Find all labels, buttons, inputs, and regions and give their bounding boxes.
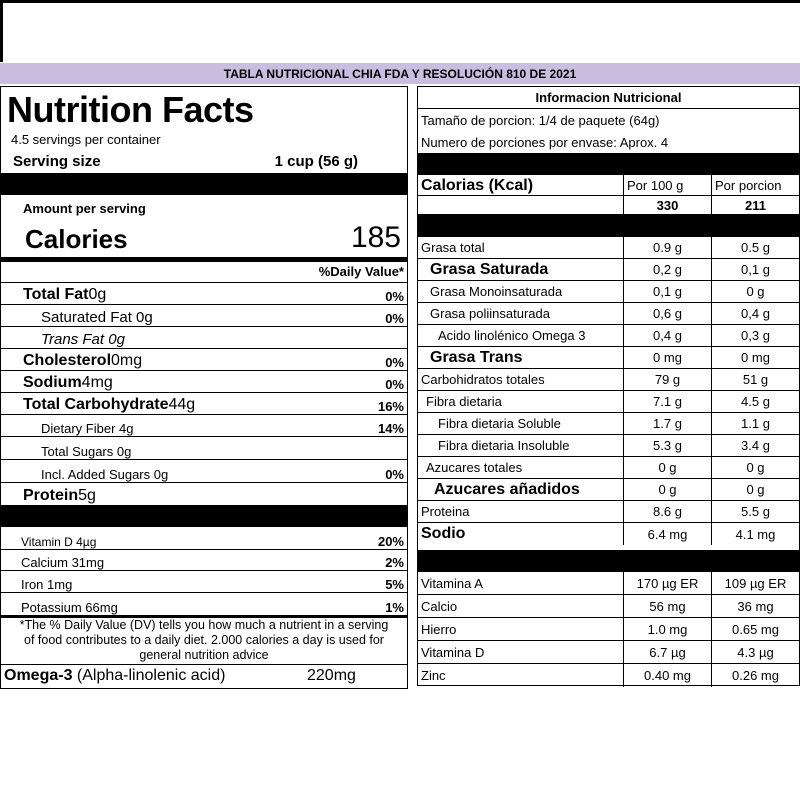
es-thick-divider (418, 153, 799, 175)
es-calories-values (418, 195, 799, 215)
footnote-line-2: of food contributes to a daily diet. 2.000 calories a day is used for (24, 633, 384, 647)
vitamin-name: Vitamin D 4µg (21, 535, 97, 549)
es-value-portion: 0 g (711, 457, 799, 478)
us-vitamin-row (1, 528, 407, 550)
daily-value-header: %Daily Value* (318, 264, 404, 279)
es-nutrient-row (418, 303, 799, 325)
es-thick-divider-2 (418, 215, 799, 237)
es-value-portion: 0,1 g (711, 259, 799, 280)
vitamin-name: Iron 1mg (21, 577, 73, 592)
es-value-portion: 0 g (711, 281, 799, 302)
vitamin-dv: 1% (385, 600, 404, 615)
left-border (0, 0, 3, 62)
nutrient-name (1, 467, 168, 482)
nutrient-dv: 0% (385, 355, 404, 370)
es-value-portion: 5.5 g (711, 501, 799, 522)
nutrient-amount: 4mg (81, 374, 113, 391)
es-value-100g: 6.4 mg (623, 523, 711, 545)
serving-size-label: Serving size (13, 153, 101, 170)
es-nutrient-row (418, 325, 799, 347)
nutrient-label: Saturated Fat 0g (41, 309, 153, 326)
es-vitamin-100g: 170 µg ER (623, 572, 711, 594)
es-nutrient-row (418, 391, 799, 413)
es-vitamin-row (418, 641, 799, 664)
es-col-100g: Por 100 g (623, 175, 711, 195)
us-nutrient-row (1, 461, 407, 483)
nutrient-amount: 0g (88, 286, 107, 303)
medium-divider (1, 257, 407, 262)
nutrient-amount: 44g (168, 396, 196, 413)
serving-size-value: 1 cup (56 g) (274, 153, 358, 170)
es-vitamin-row (418, 572, 799, 595)
es-vitamin-name: Vitamina A (421, 575, 483, 591)
es-vitamin-row (418, 595, 799, 618)
footnote (1, 618, 407, 663)
us-nutrient-row (1, 349, 407, 371)
es-value-portion: 0,3 g (711, 325, 799, 346)
rule (1, 664, 407, 665)
es-nutrient-name: Grasa Trans (430, 348, 523, 366)
es-vitamin-name: Hierro (421, 621, 457, 637)
es-vitamin-100g: 1.0 mg (623, 618, 711, 640)
es-thick-divider-3 (418, 550, 799, 572)
footnote-line-1: *The % Daily Value (DV) tells you how much a nutrient in a serving (19, 618, 389, 632)
es-value-portion: 3.4 g (711, 435, 799, 456)
es-nutrient-row (418, 347, 799, 369)
es-value-portion: 0.5 g (711, 237, 799, 258)
nutrient-label: Cholesterol (23, 352, 112, 369)
es-vitamin-row (418, 664, 799, 687)
nutrient-label: Incl. Added Sugars 0g (41, 467, 169, 482)
es-nutrient-name: Azucares añadidos (434, 480, 580, 498)
nutrient-label: Total Fat (23, 286, 89, 303)
nutrient-dv: 0% (385, 467, 404, 482)
es-vitamin-name: Vitamina D (421, 644, 485, 660)
nutrient-name (1, 396, 195, 414)
thick-divider (1, 173, 407, 195)
thick-divider-2 (1, 505, 407, 527)
nutrient-name (1, 374, 113, 392)
vitamin-dv: 5% (385, 577, 404, 592)
nutrient-name (1, 444, 131, 459)
es-nutrient-row (418, 413, 799, 435)
vitamin-dv: 2% (385, 555, 404, 570)
vitamin-dv: 20% (377, 534, 404, 549)
es-vitamin-portion: 0.65 mg (711, 618, 799, 640)
nutrient-name (1, 487, 96, 505)
banner-title: TABLA NUTRICIONAL CHIA FDA Y RESOLUCIÓN 810 DE 2021 (223, 66, 577, 81)
nutrient-dv: 0% (385, 311, 404, 326)
nutrient-dv: 14% (377, 421, 404, 436)
us-vitamin-row (1, 549, 407, 571)
nutrient-dv: 0% (385, 377, 404, 392)
es-value-portion: 0 g (711, 479, 799, 500)
es-cal-portion: 211 (711, 196, 799, 214)
calories-row (25, 221, 401, 255)
es-nutrient-name: Acido linolénico Omega 3 (438, 328, 586, 343)
es-nutrient-name: Grasa poliinsaturada (430, 306, 550, 321)
nutrient-name (1, 421, 133, 436)
omega-row (4, 667, 410, 685)
vitamin-name: Potassium 66mg (21, 600, 118, 615)
es-nutrient-row (418, 281, 799, 303)
top-border (0, 0, 800, 3)
us-nutrient-row (1, 305, 407, 327)
es-nutrient-name: Azucares totales (426, 460, 523, 475)
es-value-100g: 7.1 g (623, 391, 711, 412)
es-vitamin-portion: 36 mg (711, 595, 799, 617)
us-nutrient-row (1, 438, 407, 460)
nutrient-label: Dietary Fiber 4g (41, 421, 134, 436)
es-nutrient-name: Fibra dietaria Soluble (438, 416, 561, 431)
us-nutrient-row (1, 415, 407, 437)
es-nutrient-row (418, 259, 799, 281)
es-value-portion: 0,4 g (711, 303, 799, 324)
es-vitamin-100g: 56 mg (623, 595, 711, 617)
us-nutrient-row (1, 483, 407, 505)
es-nutrient-row (418, 457, 799, 479)
nutrient-label: Total Carbohydrate (23, 396, 169, 413)
es-vitamin-name: Zinc (421, 668, 446, 683)
es-nutrient-name: Fibra dietaria Insoluble (438, 438, 570, 453)
es-value-100g: 1.7 g (623, 413, 711, 434)
nutrient-name (1, 286, 106, 304)
es-value-100g: 0 mg (623, 347, 711, 368)
es-nutrient-row (418, 501, 799, 523)
es-value-100g: 8.6 g (623, 501, 711, 522)
es-value-100g: 0 g (623, 457, 711, 478)
es-servings: Numero de porciones por envase: Aprox. 4 (421, 134, 669, 150)
calories-label: Calories (25, 224, 128, 254)
es-vitamin-portion: 109 µg ER (711, 572, 799, 594)
amount-per-serving: Amount per serving (23, 201, 146, 216)
nutrient-label: Total Sugars 0g (41, 444, 132, 459)
es-nutrient-name: Fibra dietaria (426, 394, 502, 409)
us-vitamin-row (1, 593, 407, 615)
es-calories-header (418, 175, 799, 195)
omega-detail: (Alpha-linolenic acid) (76, 667, 226, 684)
es-nutrient-name: Carbohidratos totales (421, 372, 545, 387)
es-vitamin-row (418, 618, 799, 641)
nutrient-label: Protein (23, 487, 79, 504)
es-vitamin-100g: 6.7 µg (623, 641, 711, 663)
es-nutrient-row (418, 523, 799, 545)
es-vitamin-portion: 0.26 mg (711, 664, 799, 687)
nutrient-name (1, 352, 142, 370)
us-nutrient-row (1, 393, 407, 415)
es-value-100g: 0 g (623, 479, 711, 500)
es-nutrient-name: Proteina (421, 504, 470, 519)
es-nutrient-name: Sodio (421, 525, 466, 542)
es-nutrient-name: Grasa Monoinsaturada (430, 284, 563, 299)
us-nutrition-facts-panel (0, 86, 408, 689)
es-value-portion: 0 mg (711, 347, 799, 368)
nutrient-name (1, 331, 125, 348)
es-nutrient-name: Grasa Saturada (430, 260, 549, 278)
es-nutrient-name: Grasa total (421, 240, 485, 255)
us-vitamin-row (1, 571, 407, 593)
nutrient-label: Sodium (23, 374, 82, 391)
us-nutrient-row (1, 283, 407, 305)
table-banner (0, 63, 800, 84)
calories-value: 185 (350, 221, 401, 254)
us-nutrient-row (1, 371, 407, 393)
es-value-portion: 51 g (711, 369, 799, 390)
es-vitamin-name: Calcio (421, 598, 458, 614)
es-value-100g: 0,2 g (623, 259, 711, 280)
nutrient-dv: 0% (385, 289, 404, 304)
es-value-portion: 4.5 g (711, 391, 799, 412)
serving-size-row (13, 153, 358, 170)
es-title: Informacion Nutricional (418, 87, 799, 109)
nutrient-label: Trans Fat 0g (41, 331, 125, 348)
nutrient-name (1, 309, 153, 326)
nutrient-amount: 0mg (111, 352, 143, 369)
es-nutrient-row (418, 435, 799, 457)
es-nutrient-row (418, 369, 799, 391)
es-value-100g: 0,6 g (623, 303, 711, 324)
es-value-100g: 0.9 g (623, 237, 711, 258)
vitamin-name: Calcium 31mg (21, 555, 105, 570)
omega-value: 220mg (307, 667, 356, 684)
es-vitamin-100g: 0.40 mg (623, 664, 711, 687)
es-calories-empty (418, 196, 623, 214)
omega-label: Omega-3 (4, 667, 73, 684)
es-value-100g: 0,4 g (623, 325, 711, 346)
es-nutrition-panel (417, 86, 800, 686)
es-vitamin-portion: 4.3 µg (711, 641, 799, 663)
servings-per-container: 4.5 servings per container (11, 132, 161, 147)
es-value-portion: 4.1 mg (711, 523, 799, 545)
es-value-100g: 79 g (623, 369, 711, 390)
es-nutrient-row (418, 237, 799, 259)
es-value-100g: 0,1 g (623, 281, 711, 302)
footnote-line-3: general nutrition advice (139, 648, 269, 662)
es-cal-100g: 330 (623, 196, 711, 214)
es-col-portion: Por porcion (711, 175, 799, 195)
es-serving-size: Tamaño de porcion: 1/4 de paquete (64g) (421, 112, 660, 128)
es-value-100g: 5.3 g (623, 435, 711, 456)
nutrient-dv: 16% (377, 399, 404, 414)
es-value-portion: 1.1 g (711, 413, 799, 434)
us-nutrient-row (1, 327, 407, 349)
nutrient-amount: 5g (78, 487, 96, 504)
es-calories-label: Calorias (Kcal) (421, 177, 534, 194)
nutrition-facts-title: Nutrition Facts (7, 89, 254, 130)
es-nutrient-row (418, 479, 799, 501)
